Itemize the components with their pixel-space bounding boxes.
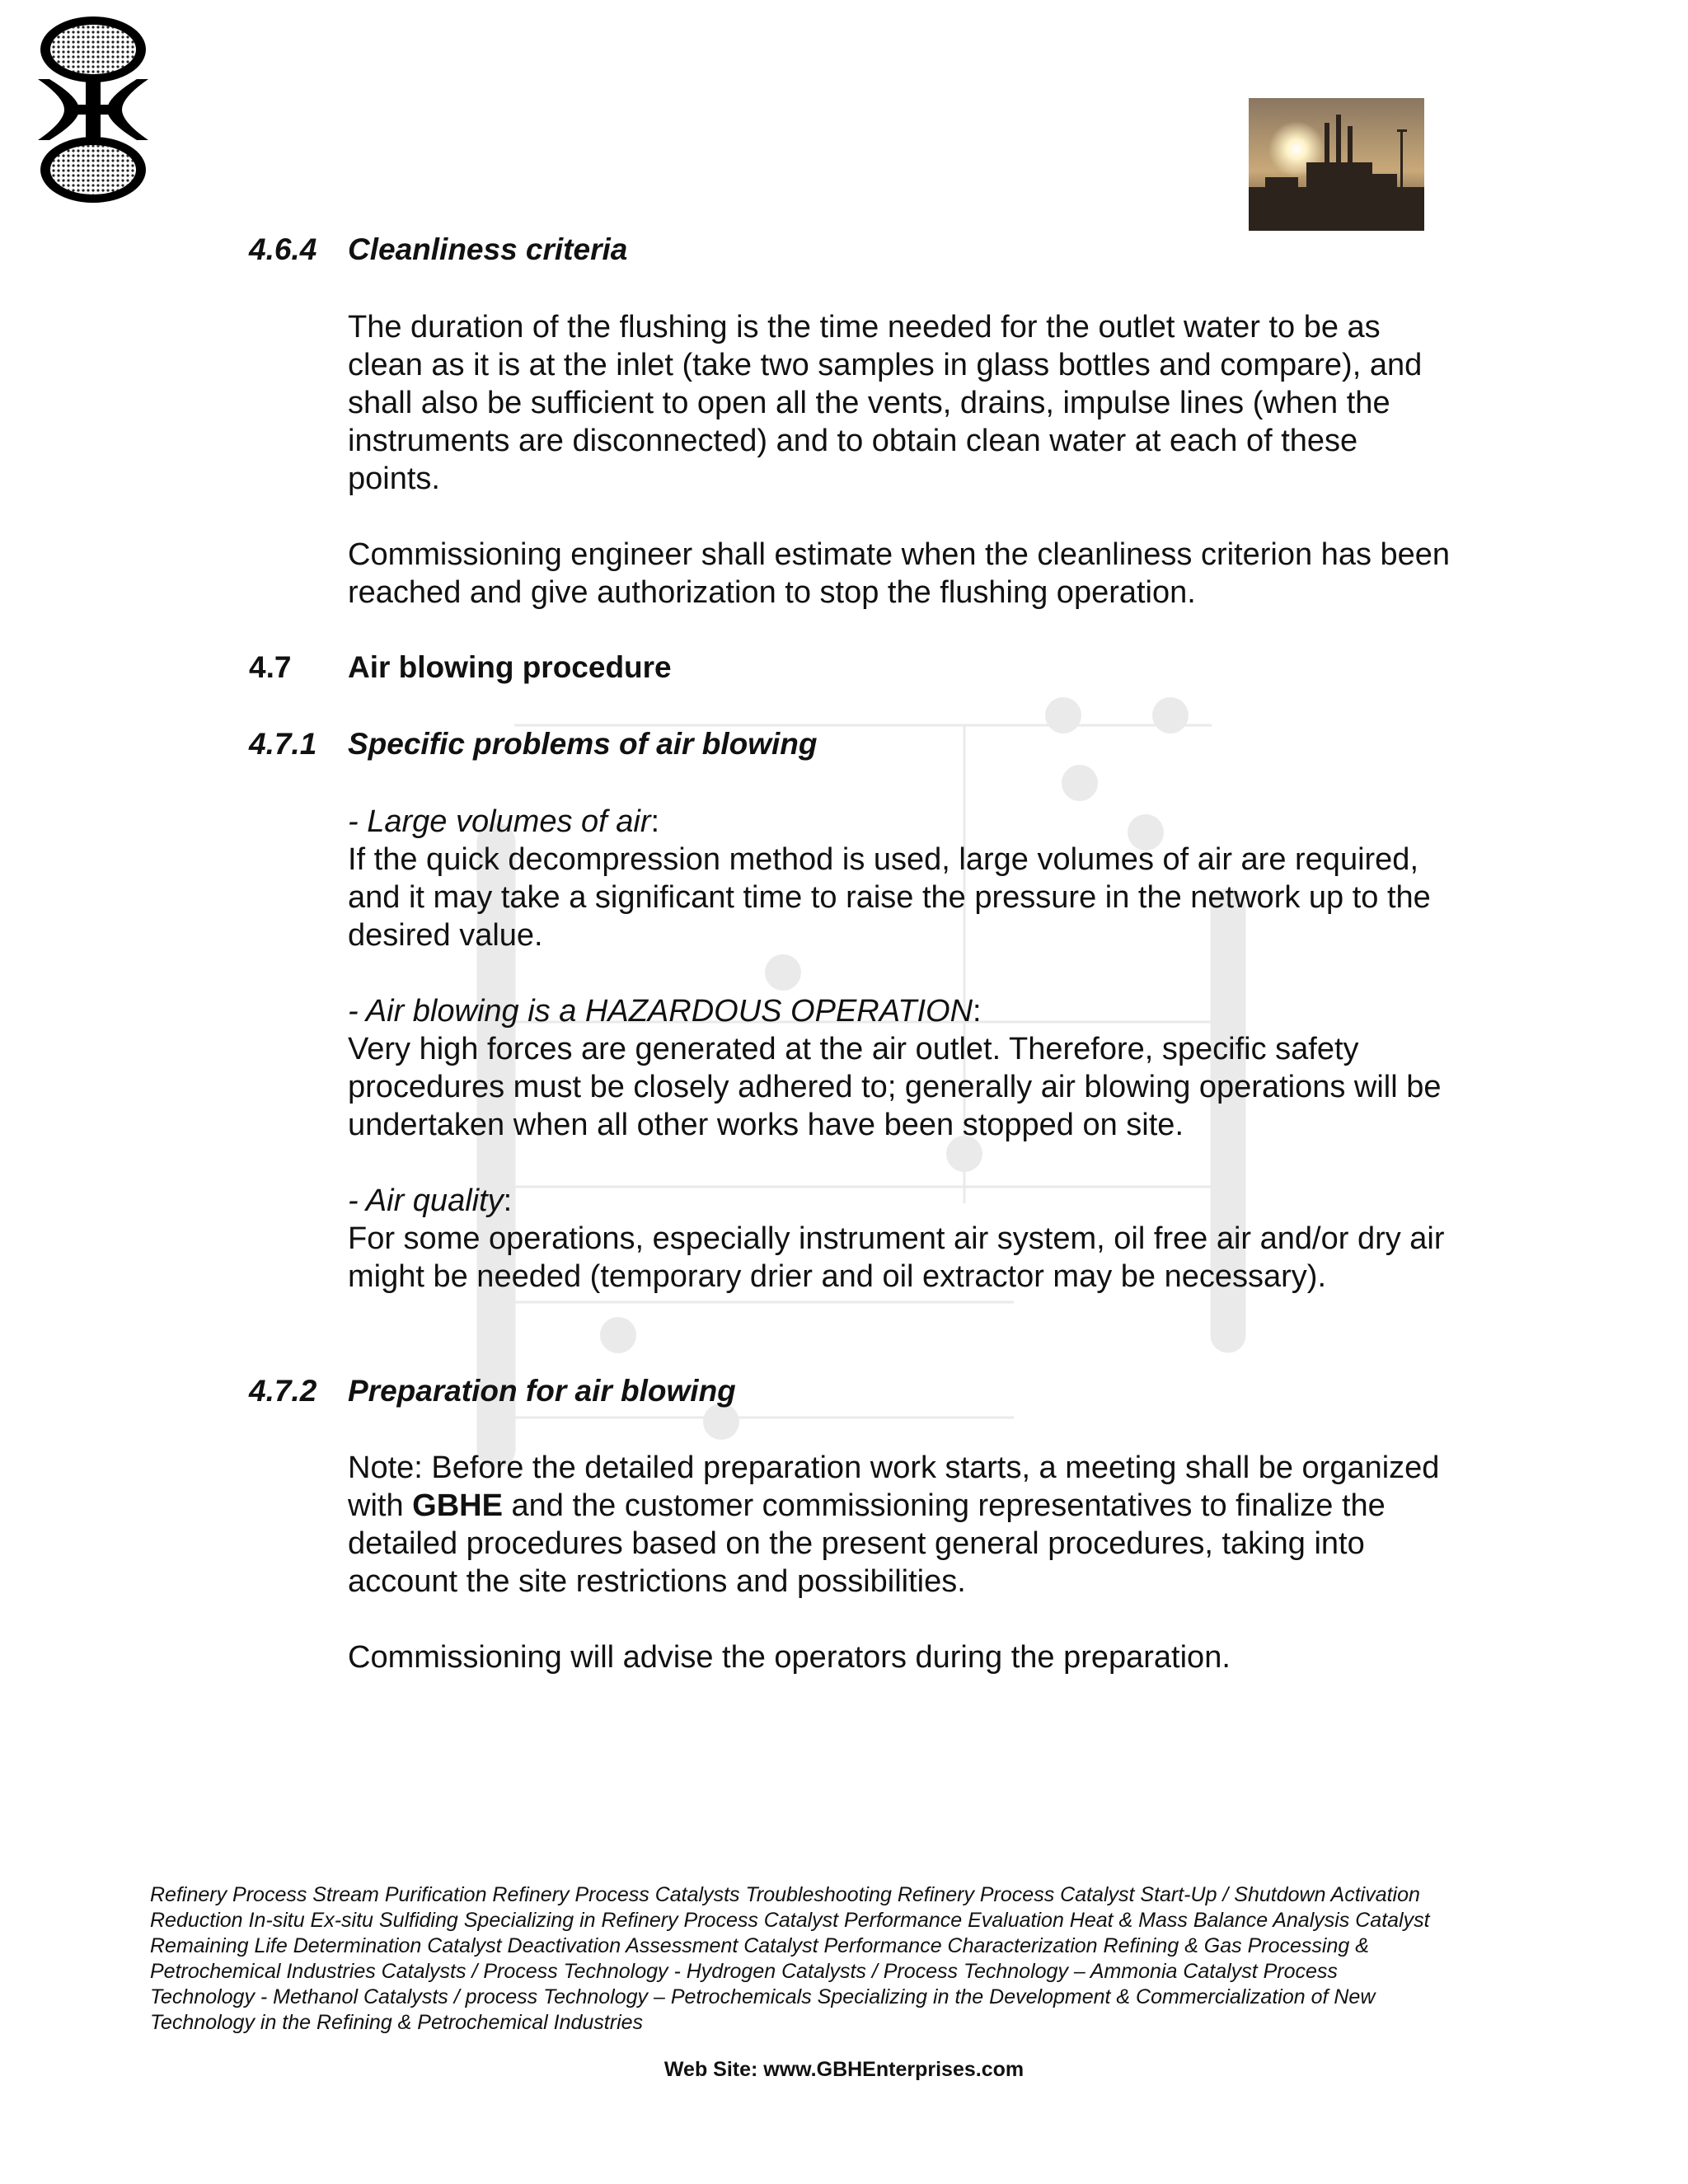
item-text: Very high forces are generated at the air outlet. Therefore, specific safety procedures must be closely adhered to; generally air blowing operations will be undertaken when all other works have been stopped on site.	[348, 1032, 1442, 1142]
section-title: Specific problems of air blowing	[348, 727, 818, 761]
section-title: Preparation for air blowing	[348, 1374, 736, 1408]
section-number: 4.6.4	[249, 232, 317, 266]
section-number: 4.7	[249, 650, 292, 684]
item-label: - Large volumes of air	[348, 804, 651, 839]
paragraph-large-volumes: - Large volumes of air: If the quick decompression method is used, large volumes of air are required, and it may take a significant time to raise the pressure in the network up to the desired value.	[348, 804, 1431, 953]
item-text: For some operations, especially instrument air system, oil free air and/or dry air might be needed (temporary drier and oil extractor may be necessary).	[348, 1221, 1445, 1294]
footer-website: Web Site: www.GBHEnterprises.com	[663, 2058, 1025, 2081]
section-heading-4-7-1	[249, 727, 817, 762]
paragraph-commissioning-advice: Commissioning will advise the operators during the preparation.	[348, 1640, 1231, 1675]
section-number: 4.7.2	[249, 1374, 317, 1408]
company-name: GBHE	[412, 1488, 503, 1523]
note-text-end: and the customer commissioning representatives to finalize the detailed procedures based on the present general procedures, taking into account the site restrictions and possibilities.	[348, 1488, 1386, 1599]
paragraph-flushing-duration: The duration of the flushing is the time needed for the outlet water to be as clean as it is at the inlet (take two samples in glass bottles and compare), and shall also be sufficient to open all the vents, drains, impulse lines (when the instruments are disconnected) and to obtain clean water at each of these points.	[348, 310, 1423, 496]
section-heading-4-6-4	[249, 232, 627, 267]
paragraph-air-quality: - Air quality: For some operations, especially instrument air system, oil free air and/or dry air might be needed (temporary drier and oil extractor may be necessary).	[348, 1183, 1445, 1294]
section-title: Air blowing procedure	[348, 650, 672, 684]
paragraph-hazard: - Air blowing is a HAZARDOUS OPERATION: Very high forces are generated at the air outlet. Therefore, specific safety procedures must be closely adhered to; generally air blowing operations will be undertaken when all other works have been stopped on site.	[348, 994, 1442, 1142]
section-number: 4.7.1	[249, 727, 317, 761]
gbhe-logo-icon	[31, 15, 155, 204]
section-heading-4-7-2	[249, 1374, 736, 1408]
paragraph-cleanliness-estimate: Commissioning engineer shall estimate when the cleanliness criterion has been reached and give authorization to stop the flushing operation.	[348, 537, 1451, 610]
note-text-start: Note: Before the detailed preparation work starts, a meeting shall be organized with	[348, 1451, 1440, 1523]
section-heading-4-7	[249, 650, 672, 685]
refinery-photo-icon	[1249, 98, 1424, 231]
paragraph-preparation-note	[348, 1449, 1452, 1601]
item-text: If the quick decompression method is used, large volumes of air are required, and it may take a significant time to raise the pressure in the network up to the desired value.	[348, 842, 1431, 953]
item-label: - Air quality	[348, 1183, 504, 1218]
section-title: Cleanliness criteria	[348, 232, 628, 266]
footer-services-text: Refinery Process Stream Purification Refinery Process Catalysts Troubleshooting Refinery Process Catalyst Start-Up / Shutdown Activation Reduction In-situ Ex-situ Sulfiding Specializing in Refinery Process Catalyst Performance Evaluation Heat & Mass Balance Analysis Catalyst Remaining Life Determination Catalyst Deactivation Assessment Catalyst Performance Characterization Refining & Gas Processing & Petrochemical Industries Catalysts / Process Technology - Hydrogen Catalysts / Process Technology – Ammonia Catalyst Process Technology - Methanol Catalysts / process Technology – Petrochemicals Specializing in the Development & Commercialization of New Technology in the Refining & Petrochemical Industries	[150, 1883, 1430, 2034]
item-label: - Air blowing is a HAZARDOUS OPERATION	[348, 994, 973, 1029]
